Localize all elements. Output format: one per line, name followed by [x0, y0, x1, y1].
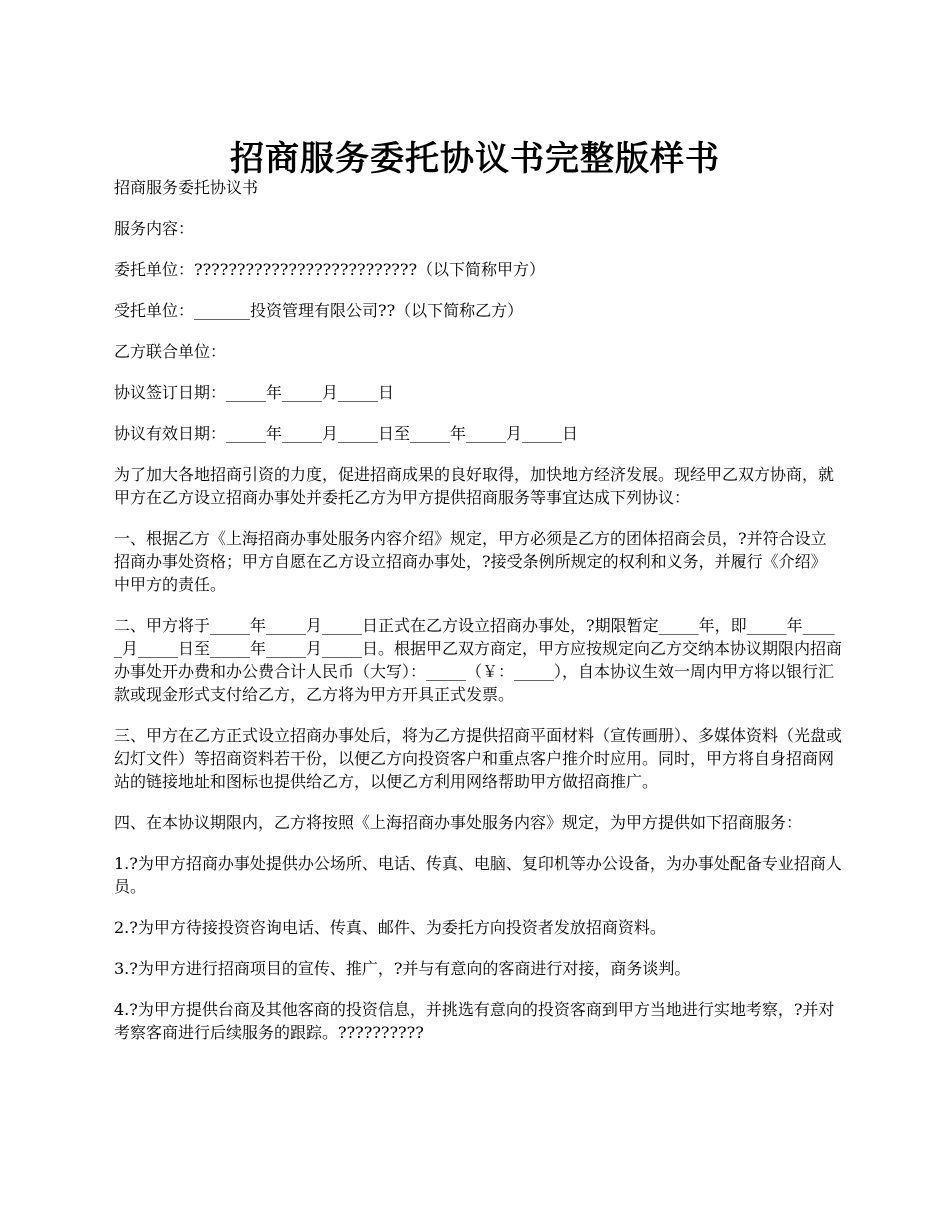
signing-date-line: 协议签订日期：_____年_____月_____日	[114, 383, 395, 402]
preamble-paragraph: 为了加大各地招商引资的力度，促进招商成果的良好取得，加快地方经济发展。现经甲乙双方协商，就甲方在乙方设立招商办事处并委托乙方为甲方提供招商服务等事宜达成下列协议：	[114, 465, 835, 507]
entrusted-party-line: 受托单位：_______投资管理有限公司??（以下简称乙方）	[114, 301, 524, 320]
service-item-2: 2.?为甲方待接投资咨询电话、传真、邮件、为委托方向投资者发放招商资料。	[114, 918, 666, 937]
clause-2-paragraph: 二、甲方将于_____年_____月_____日正式在乙方设立招商办事处，?期限暂定_____年，即_____年_____月_____日至_____年_____月_____日。根据甲乙双方商定，甲方应按规定向乙方交纳本协议期限内招商办事处开办费和办公费合计人民币（大写）：_____（￥：_____），自本协议生效一周内甲方将以银行汇款或现金形式支付给乙方，乙方将为甲方开具正式发票。	[114, 616, 843, 704]
joint-unit-line: 乙方联合单位：	[114, 342, 227, 361]
document-title: 招商服务委托协议书完整版样书	[230, 138, 720, 179]
doc-heading-line: 招商服务委托协议书	[114, 178, 259, 197]
document-body	[114, 176, 842, 1062]
service-item-3: 3.?为甲方进行招商项目的宣传、推广，?并与有意向的客商进行对接，商务谈判。	[114, 959, 691, 978]
entrusting-party-line: 委托单位：??????????????????????????（以下简称甲方）	[114, 260, 546, 279]
service-item-1: 1.?为甲方招商办事处提供办公场所、电话、传真、电脑、复印机等办公设备，为办事处配备专业招商人员。	[114, 854, 842, 896]
clause-3-paragraph: 三、甲方在乙方正式设立招商办事处后，将为乙方提供招商平面材料（宣传画册）、多媒体资料（光盘或幻灯文件）等招商资料若干份，以便乙方向投资客户和重点客户推介时应用。同时，甲方将自身招商网站的链接地址和图标也提供给乙方，以便乙方利用网络帮助甲方做招商推广。	[114, 726, 843, 791]
service-item-4: 4.?为甲方提供台商及其他客商的投资信息，并挑选有意向的投资客商到甲方当地进行实地考察，?并对考察客商进行后续服务的跟踪。??????????	[114, 1000, 835, 1042]
service-content-label: 服务内容：	[114, 219, 195, 238]
clause-4-paragraph: 四、在本协议期限内，乙方将按照《上海招商办事处服务内容》规定，为甲方提供如下招商服务：	[114, 813, 803, 832]
validity-date-line: 协议有效日期：_____年_____月_____日至_____年_____月_____日	[114, 424, 579, 443]
clause-1-paragraph: 一、根据乙方《上海招商办事处服务内容介绍》规定，甲方必须是乙方的团体招商会员，?并符合设立招商办事处资格；甲方自愿在乙方设立招商办事处，?接受条例所规定的权利和义务，并履行《介绍》中甲方的责任。	[114, 529, 827, 594]
